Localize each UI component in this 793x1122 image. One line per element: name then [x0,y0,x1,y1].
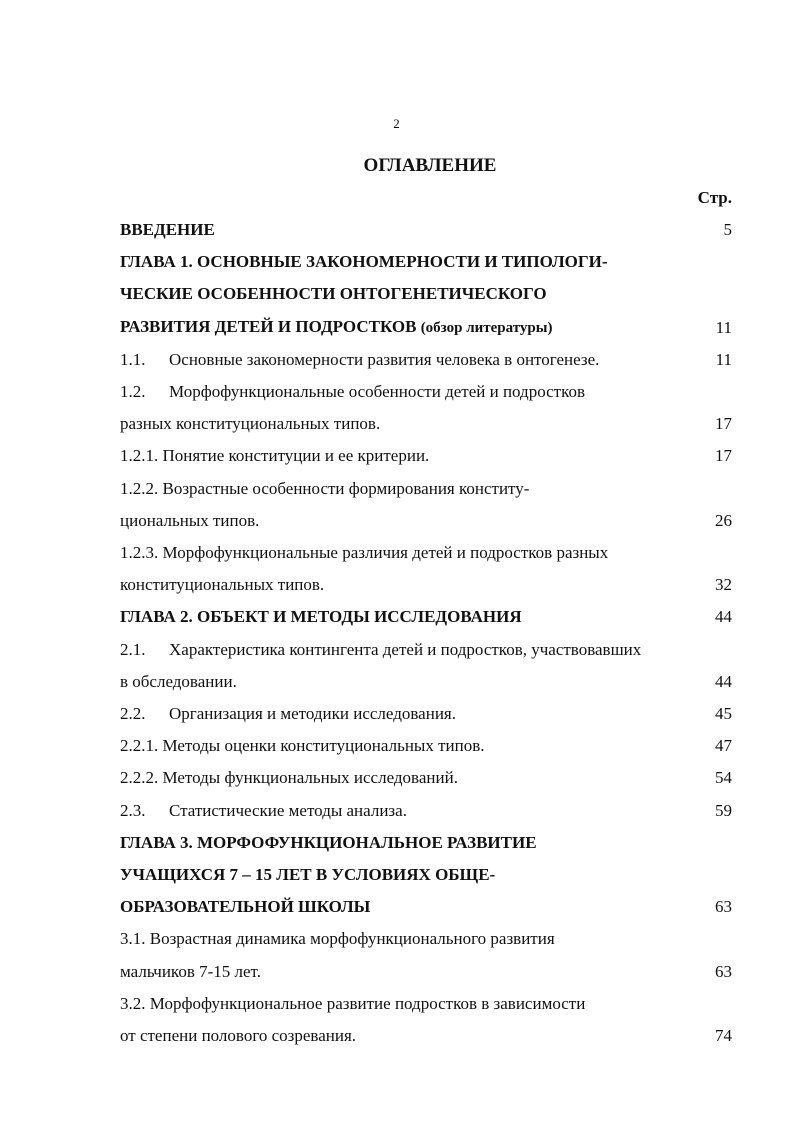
toc-entry-label: Организация и методики исследования. [169,704,456,724]
toc-entry-label: разных конституциональных типов. [120,414,381,434]
toc-entry-label: от степени полового созревания. [120,1026,357,1046]
toc-entry-page: 59 [715,800,732,820]
toc-entry-2-1-line2[interactable] [120,666,732,698]
toc-entry-page: 44 [715,607,732,627]
toc-entry-label: в обследовании. [120,671,237,691]
toc-title: ОГЛАВЛЕНИЕ [363,155,497,176]
toc-entry-label: мальчиков 7-15 лет. [120,961,261,981]
toc-entry-label: Статистические методы анализа. [169,800,407,820]
toc-entry-3-2-line1[interactable] [120,988,732,1020]
toc-entry-label-group [120,376,732,408]
toc-entry-3-1-line2[interactable] [120,956,732,988]
toc-entry-label-group [120,344,702,376]
toc-entry-label: 1.2.1. Понятие конституции и ее критерии. [120,446,430,466]
toc-entry-page: 17 [715,446,732,466]
toc-entry-2-1-line1[interactable] [120,634,732,666]
toc-entry-label: 1.2.2. Возрастные особенности формирования конститу- [120,478,530,498]
toc-entry-1-2-2-line1[interactable] [120,473,732,505]
toc-entry-label-group [120,698,702,730]
toc-entry-label: 2.2.2. Методы функциональных исследований. [120,768,458,788]
toc-entry-label: ГЛАВА 3. МОРФОФУНКЦИОНАЛЬНОЕ РАЗВИТИЕ [120,832,537,852]
toc-entry-label: 1.2.3. Морфофункциональные различия детей и подростков разных [120,543,609,563]
toc-entry-label: Морфофункциональные особенности детей и подростков [169,382,586,402]
toc-entry-1-2-3-line1[interactable] [120,537,732,569]
toc-entry-chapter-2[interactable] [120,601,732,633]
toc-entry-page: 74 [715,1026,732,1046]
toc-entry-label: ЧЕСКИЕ ОСОБЕННОСТИ ОНТОГЕНЕТИЧЕСКОГО [120,284,547,304]
toc-entry-chapter-3-line2[interactable] [120,859,732,891]
toc-entry-number: 1.1. [120,349,146,369]
toc-entry-chapter-3-line1[interactable] [120,827,732,859]
toc-entry-page: 11 [715,317,732,337]
toc-entry-label: конституциональных типов. [120,575,325,595]
toc-entry-label-group [120,795,702,827]
toc-entry-2-2-2[interactable] [120,762,732,794]
toc-entry-page: 44 [715,671,732,691]
toc-entry-number: 2.2. [120,704,146,724]
toc-entry-page: 45 [715,704,732,724]
toc-entry-label: циональных типов. [120,510,260,530]
toc-entry-2-3[interactable] [120,795,732,827]
toc-entry-chapter-1-line1[interactable] [120,246,732,278]
toc-entry-number: 2.1. [120,639,146,659]
toc-entry-label: 2.2.1. Методы оценки конституциональных типов. [120,736,485,756]
page-number: 2 [393,116,400,131]
toc-entry-label: РАЗВИТИЯ ДЕТЕЙ И ПОДРОСТКОВ [120,316,417,336]
toc-entry-page: 11 [715,349,732,369]
toc-entry-chapter-1-line2[interactable] [120,278,732,310]
toc-entry-page: 63 [715,897,732,917]
toc-entry-1-1[interactable] [120,344,732,376]
toc-entry-3-1-line1[interactable] [120,923,732,955]
toc-entry-page: 63 [715,961,732,981]
toc-entry-chapter-3-line3[interactable] [120,891,732,923]
table-of-contents [120,214,732,1052]
toc-entry-label: Характеристика контингента детей и подростков, участвовавших [169,639,642,659]
toc-entry-label: ГЛАВА 2. ОБЪЕКТ И МЕТОДЫ ИССЛЕДОВАНИЯ [120,607,522,627]
toc-entry-page: 5 [723,220,732,239]
toc-entry-page: 26 [715,510,732,530]
toc-entry-label: ОБРАЗОВАТЕЛЬНОЙ ШКОЛЫ [120,897,371,917]
page-column-header: Стр. [697,188,732,207]
toc-entry-label: 3.2. Морфофункциональное развитие подростков в зависимости [120,993,586,1013]
toc-entry-page: 47 [715,736,732,756]
toc-entry-label-group [120,634,732,666]
toc-entry-label: УЧАЩИХСЯ 7 – 15 ЛЕТ В УСЛОВИЯХ ОБЩЕ- [120,865,496,885]
toc-entry-label: ВВЕДЕНИЕ [120,220,215,239]
toc-entry-2-2[interactable] [120,698,732,730]
toc-entry-1-2-1[interactable] [120,440,732,472]
toc-entry-chapter-1-line3[interactable] [120,311,732,344]
toc-entry-number: 2.3. [120,800,146,820]
toc-entry-1-2-2-line2[interactable] [120,505,732,537]
toc-entry-page: 17 [715,414,732,434]
toc-entry-label: Основные закономерности развития человека в онтогенезе. [169,349,600,369]
toc-entry-1-2-line1[interactable] [120,376,732,408]
toc-entry-1-2-line2[interactable] [120,408,732,440]
toc-entry-introduction[interactable] [120,214,732,246]
toc-entry-note: (обзор литературы) [420,319,553,336]
toc-entry-3-2-line2[interactable] [120,1020,732,1052]
toc-entry-label: 3.1. Возрастная динамика морфофункционального развития [120,929,555,949]
toc-entry-1-2-3-line2[interactable] [120,569,732,601]
toc-entry-label: ГЛАВА 1. ОСНОВНЫЕ ЗАКОНОМЕРНОСТИ И ТИПОЛОГИ- [120,252,608,272]
toc-entry-page: 32 [715,575,732,595]
toc-entry-number: 1.2. [120,382,146,402]
toc-entry-2-2-1[interactable] [120,730,732,762]
toc-entry-label-group [120,311,702,344]
toc-entry-page: 54 [715,768,732,788]
